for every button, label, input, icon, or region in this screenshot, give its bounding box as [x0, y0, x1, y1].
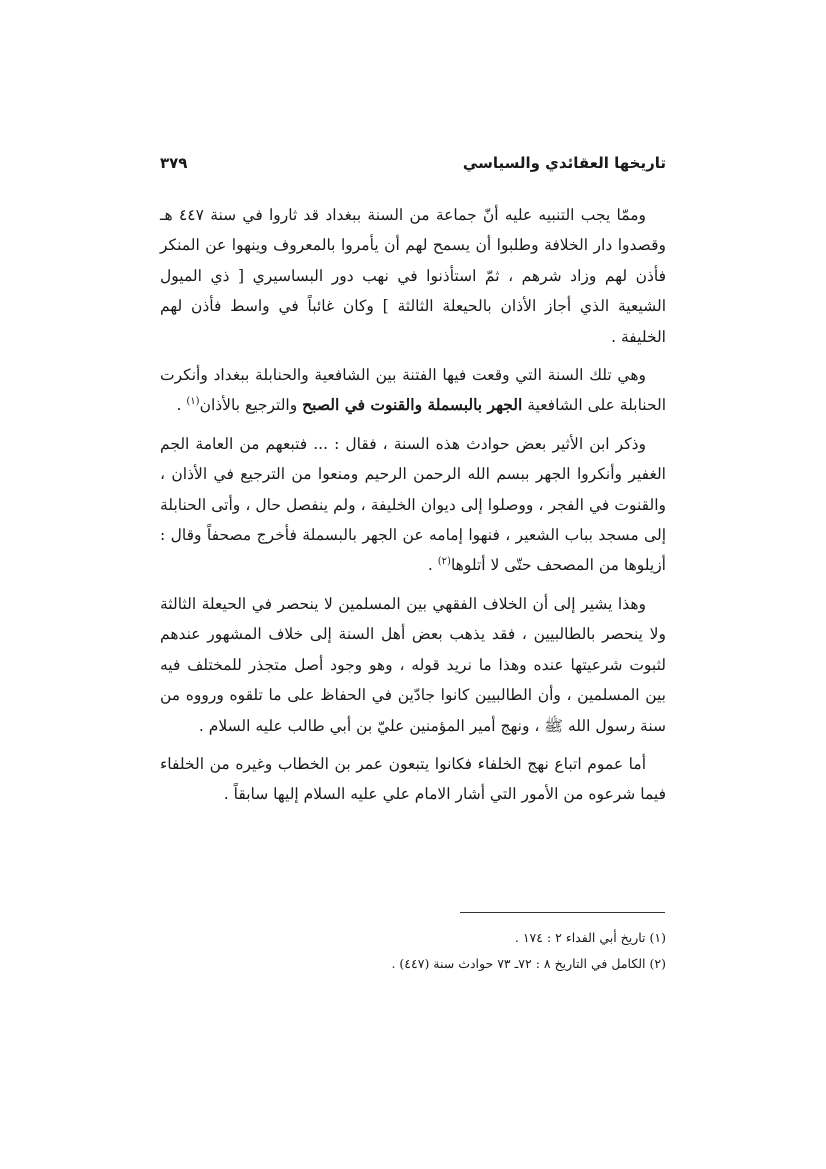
footnote-separator: [460, 912, 665, 913]
paragraph-2-bold: الجهر بالبسملة والقنوت في الصبح: [302, 395, 523, 415]
paragraph-2: [160, 360, 666, 421]
paragraph-2-end: .: [176, 396, 187, 415]
paragraph-3-end: .: [427, 556, 438, 575]
footnote-2: (٢) الكامل في التاريخ ٨ : ٧٢ـ ٧٣ حوادث سنة (٤٤٧) .: [391, 956, 666, 971]
footnote-1: (١) تاريخ أبي الفداء ٢ : ١٧٤ .: [514, 930, 666, 945]
footnote-ref-2[interactable]: (٢): [437, 556, 451, 568]
footnote-ref-1[interactable]: (١): [186, 396, 200, 408]
paragraph-2-text-a: وهي تلك السنة التي وقعت فيها الفتنة بين الشافعية والحنابلة ببغداد وأنكرت الحنابلة على الشافعية: [160, 366, 666, 415]
paragraph-2-text-b: والترجيع بالأذان: [199, 396, 298, 415]
paragraph-4: وهذا يشير إلى أن الخلاف الفقهي بين المسلمين لا ينحصر في الحيعلة الثالثة ولا ينحصر بالطالبيين ، فقد يذهب بعض أهل السنة إلى خلاف المشهور عندهم لثبوت شرعيتها عنده وهذا ما نريد قوله ، وهو وجود أصل متجذر للمختلف فيه بين المسلمين ، وأن الطالبيين كانوا جادّين في الحفاظ على ما تلقوه ورووه من سنة رسول الله ﷺ ، ونهج أمير المؤمنين عليّ بن أبي طالب عليه السلام .: [160, 594, 666, 735]
paragraph-3: [160, 429, 666, 581]
main-text: [160, 200, 666, 818]
footnotes: [160, 925, 666, 977]
running-title: تاريخها العقائدي والسياسي: [462, 154, 666, 172]
page-header: [160, 150, 666, 180]
page-number: ٣٧٩: [160, 154, 188, 172]
paragraph-5: أما عموم اتباع نهج الخلفاء فكانوا يتبعون عمر بن الخطاب وغيره من الخلفاء فيما شرعوه من الأمور التي أشار الامام علي عليه السلام إليها سابقاً .: [160, 754, 666, 804]
paragraph-3-text: وذكر ابن الأثير بعض حوادث هذه السنة ، فقال : ... فتبعهم من العامة الجم الغفير وأنكروا الجهر ببسم الله الرحمن الرحيم ومنعوا من الترجيع في الأذان ، والقنوت في الفجر ، ووصلوا إلى ديوان الخليفة ، ولم ينفصل حال ، وأتى الحنابلة إلى مسجد بباب الشعير ، فنهوا إمامه عن الجهر بالبسملة فأخرج مصحفاً وقال : أزيلوها من المصحف حتّى لا أتلوها: [160, 434, 666, 575]
paragraph-1: وممّا يجب التنبيه عليه أنّ جماعة من السنة ببغداد قد ثاروا في سنة ٤٤٧ هـ وقصدوا دار الخلافة وطلبوا أن يسمح لهم أن يأمروا بالمعروف وينهوا عن المنكر فأذن لهم وزاد شرهم ، ثمّ استأذنوا في نهب دور البساسيري [ ذي الميول الشيعية الذي أجاز الأذان بالحيعلة الثالثة ] وكان غائباً في واسط فأذن لهم الخليفة .: [160, 206, 666, 346]
